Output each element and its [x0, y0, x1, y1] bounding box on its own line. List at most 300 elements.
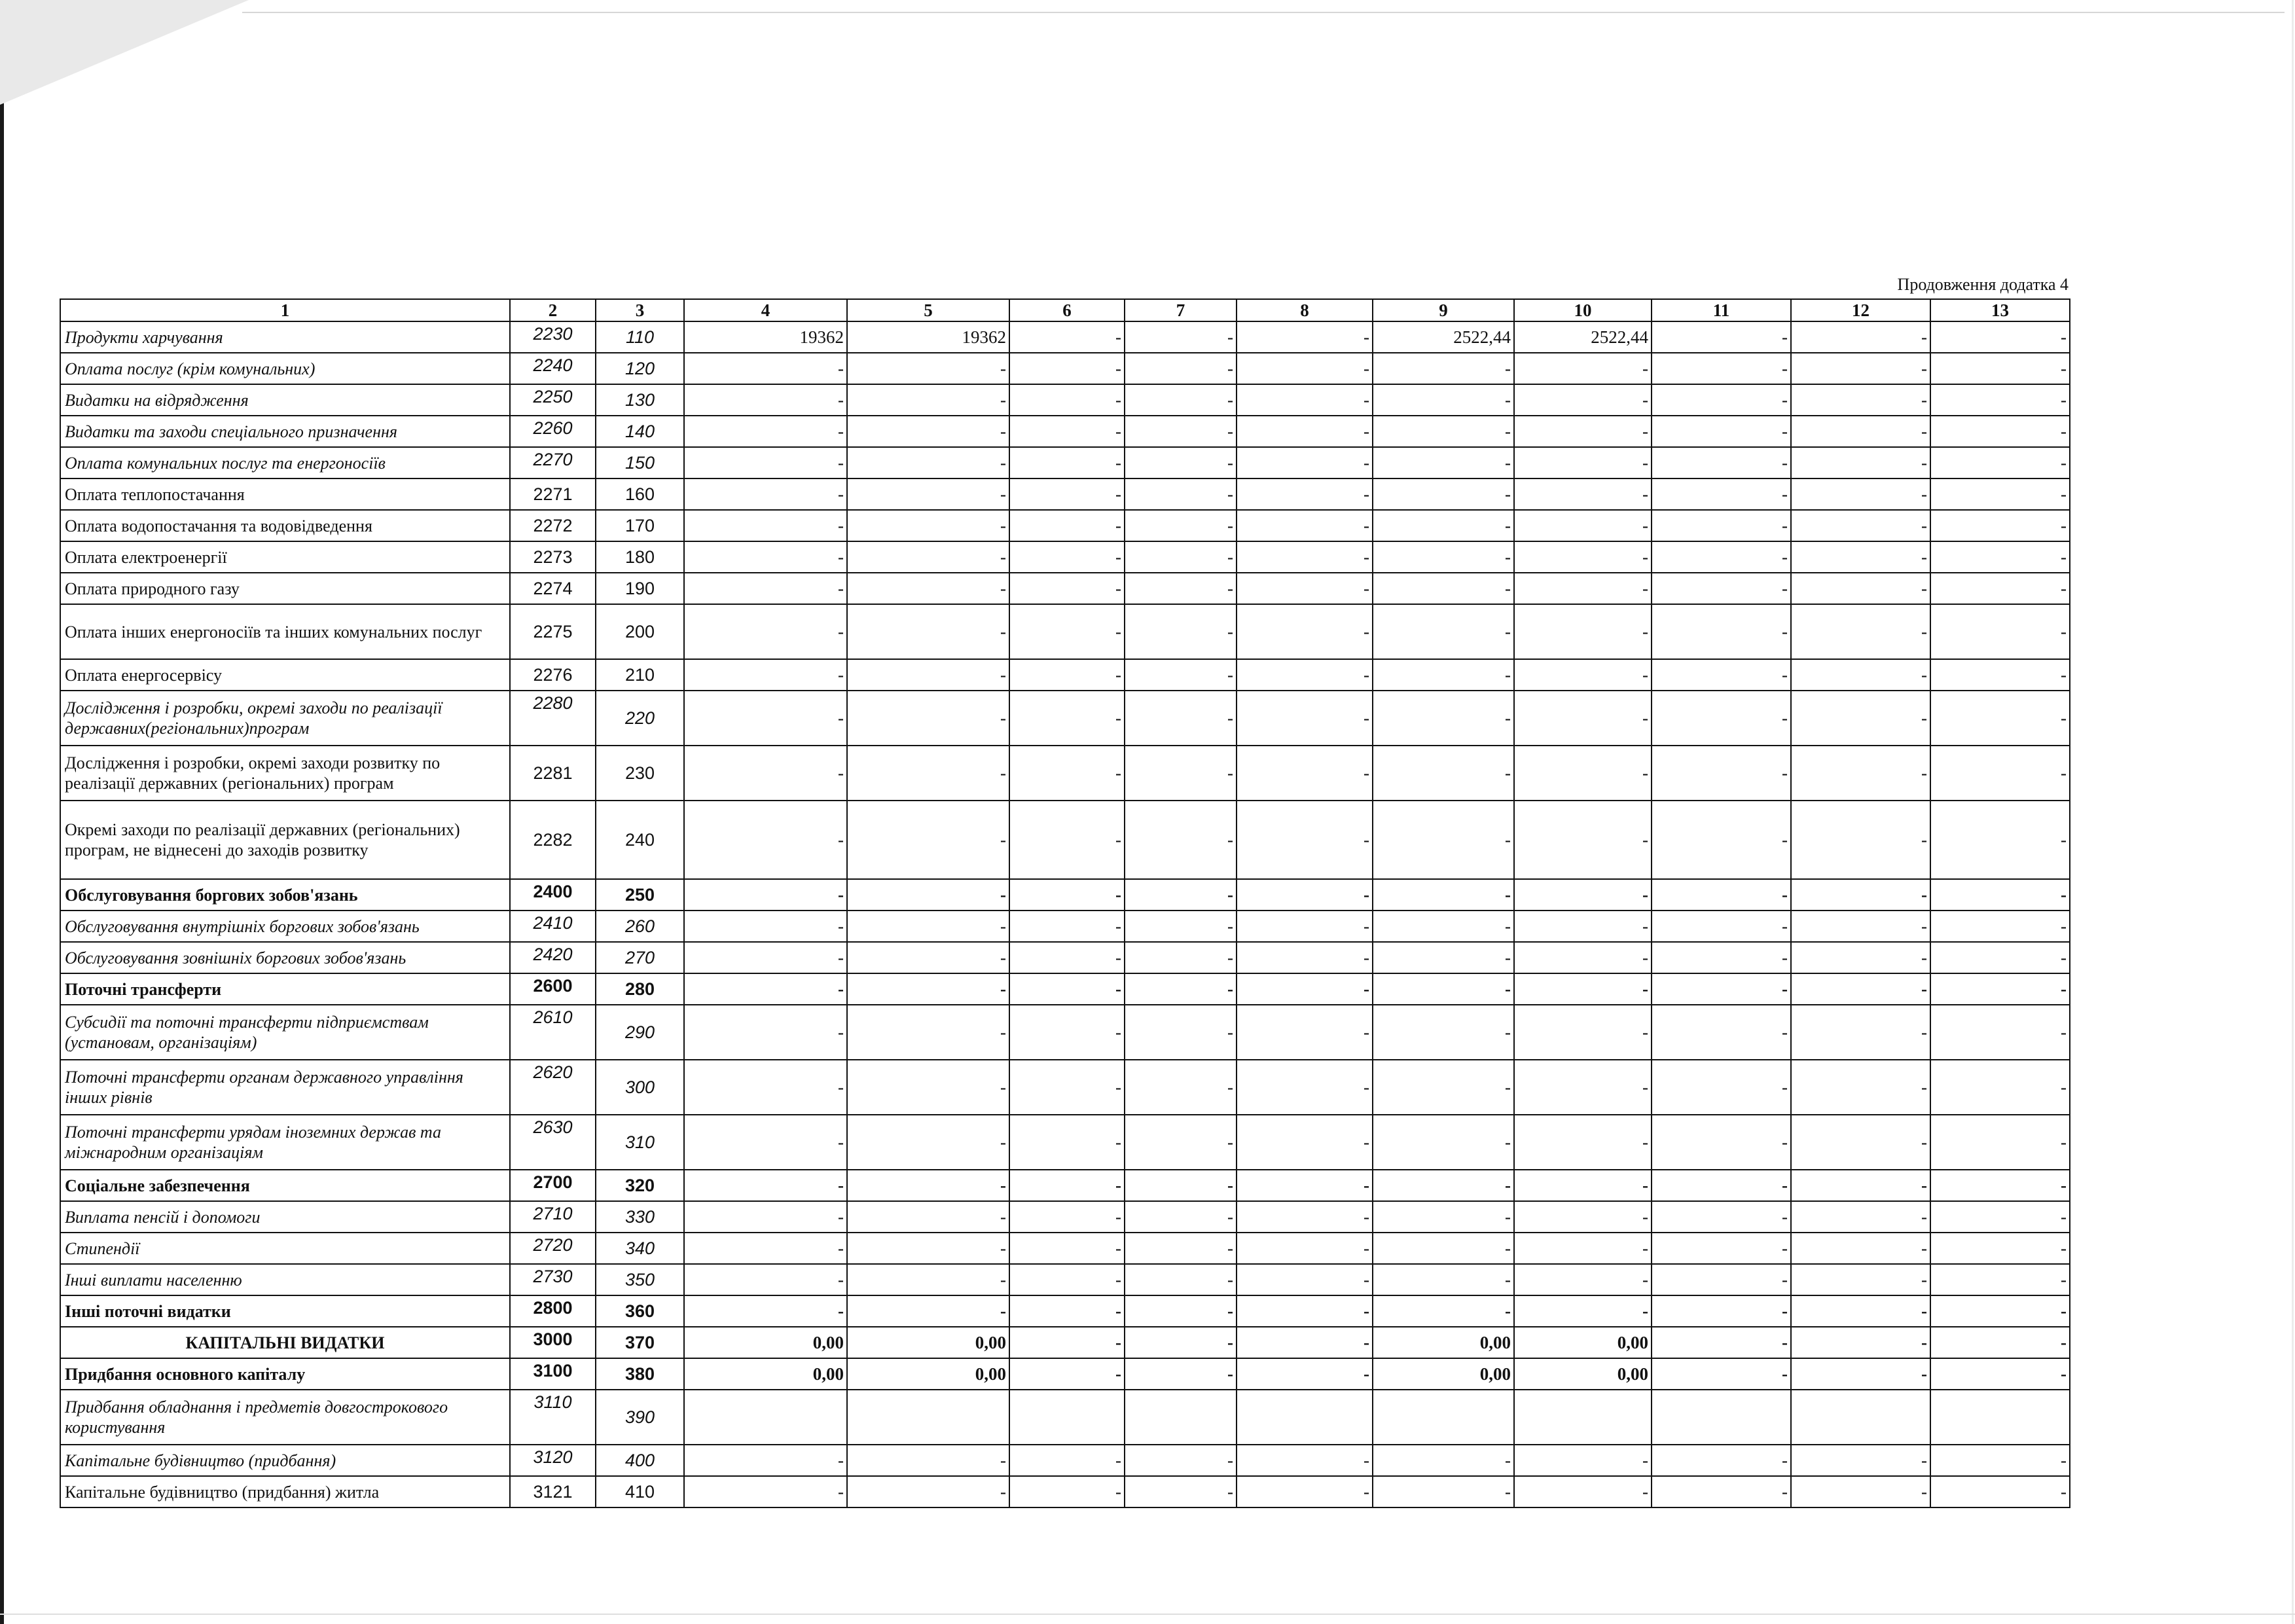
row-value-col-9: -	[1373, 478, 1514, 510]
row-value-col-6: -	[1009, 1476, 1125, 1507]
row-value-col-8: -	[1237, 384, 1373, 416]
row-kekv-code: 2275	[510, 604, 596, 659]
row-value-col-10: -	[1514, 691, 1652, 746]
row-value-col-12: -	[1791, 1476, 1930, 1507]
table-row	[60, 1005, 2070, 1060]
row-value-col-11	[1652, 1390, 1791, 1445]
row-value-col-13: -	[1930, 879, 2070, 911]
row-value-col-6: -	[1009, 1115, 1125, 1170]
row-kekv-code: 2730	[510, 1264, 596, 1295]
row-value-col-4: -	[684, 384, 847, 416]
row-value-col-8: -	[1237, 1005, 1373, 1060]
table-row	[60, 478, 2070, 510]
row-value-col-11: -	[1652, 1445, 1791, 1476]
row-value-col-6: -	[1009, 1264, 1125, 1295]
row-value-col-13: -	[1930, 353, 2070, 384]
row-line-code: 280	[596, 973, 684, 1005]
row-value-col-7: -	[1125, 353, 1237, 384]
row-name: Обслуговування внутрішніх боргових зобов'язань	[60, 911, 510, 942]
row-value-col-7: -	[1125, 321, 1237, 353]
row-value-col-13: -	[1930, 801, 2070, 879]
row-name: Оплата водопостачання та водовідведення	[60, 510, 510, 541]
row-line-code: 240	[596, 801, 684, 879]
row-value-col-6: -	[1009, 478, 1125, 510]
table-row	[60, 510, 2070, 541]
row-value-col-6: -	[1009, 1295, 1125, 1327]
row-kekv-code: 2250	[510, 384, 596, 416]
row-value-col-8: -	[1237, 416, 1373, 447]
row-kekv-code: 2271	[510, 478, 596, 510]
row-value-col-9: -	[1373, 1005, 1514, 1060]
row-value-col-7: -	[1125, 604, 1237, 659]
row-value-col-11: -	[1652, 879, 1791, 911]
column-header-13: 13	[1930, 299, 2070, 321]
row-value-col-13: -	[1930, 604, 2070, 659]
row-name: Оплата електроенергії	[60, 541, 510, 573]
row-value-col-13: -	[1930, 973, 2070, 1005]
row-value-col-4: -	[684, 416, 847, 447]
row-value-col-5: -	[847, 604, 1009, 659]
row-value-col-6	[1009, 1390, 1125, 1445]
row-value-col-7: -	[1125, 659, 1237, 691]
row-value-col-11: -	[1652, 1476, 1791, 1507]
row-value-col-11: -	[1652, 447, 1791, 478]
row-value-col-4: -	[684, 1170, 847, 1201]
row-line-code: 290	[596, 1005, 684, 1060]
row-value-col-6: -	[1009, 801, 1125, 879]
row-value-col-8: -	[1237, 510, 1373, 541]
row-value-col-4: -	[684, 691, 847, 746]
row-value-col-5: -	[847, 911, 1009, 942]
row-value-col-6: -	[1009, 1005, 1125, 1060]
row-value-col-10: -	[1514, 879, 1652, 911]
row-value-col-8: -	[1237, 1327, 1373, 1358]
table-row	[60, 1233, 2070, 1264]
row-line-code: 150	[596, 447, 684, 478]
row-value-col-6: -	[1009, 942, 1125, 973]
row-value-col-10: -	[1514, 1445, 1652, 1476]
row-value-col-11: -	[1652, 1358, 1791, 1390]
row-value-col-7: -	[1125, 1295, 1237, 1327]
row-value-col-6: -	[1009, 384, 1125, 416]
row-value-col-6: -	[1009, 1327, 1125, 1358]
table-row	[60, 659, 2070, 691]
row-value-col-13	[1930, 1390, 2070, 1445]
row-kekv-code: 2630	[510, 1115, 596, 1170]
row-value-col-5: -	[847, 1295, 1009, 1327]
row-value-col-12: -	[1791, 1327, 1930, 1358]
row-line-code: 330	[596, 1201, 684, 1233]
row-name: Придбання обладнання і предметів довгострокового користування	[60, 1390, 510, 1445]
row-value-col-4: 19362	[684, 321, 847, 353]
row-value-col-4: -	[684, 1233, 847, 1264]
column-header-8: 8	[1237, 299, 1373, 321]
row-value-col-9: -	[1373, 353, 1514, 384]
row-value-col-10: -	[1514, 604, 1652, 659]
row-value-col-4: -	[684, 1445, 847, 1476]
row-value-col-12: -	[1791, 1295, 1930, 1327]
table-row	[60, 1170, 2070, 1201]
row-value-col-4: -	[684, 1201, 847, 1233]
row-kekv-code: 2240	[510, 353, 596, 384]
column-header-1: 1	[60, 299, 510, 321]
row-value-col-13: -	[1930, 1115, 2070, 1170]
row-value-col-8	[1237, 1390, 1373, 1445]
row-value-col-13: -	[1930, 659, 2070, 691]
row-value-col-12: -	[1791, 879, 1930, 911]
row-value-col-9: 0,00	[1373, 1358, 1514, 1390]
row-value-col-4: 0,00	[684, 1327, 847, 1358]
table-row	[60, 973, 2070, 1005]
row-value-col-11: -	[1652, 659, 1791, 691]
row-value-col-12: -	[1791, 416, 1930, 447]
row-value-col-11: -	[1652, 911, 1791, 942]
row-value-col-8: -	[1237, 1201, 1373, 1233]
row-value-col-9: -	[1373, 973, 1514, 1005]
row-value-col-7: -	[1125, 541, 1237, 573]
row-value-col-4: -	[684, 447, 847, 478]
column-header-12: 12	[1791, 299, 1930, 321]
row-value-col-5: -	[847, 478, 1009, 510]
row-value-col-5: -	[847, 973, 1009, 1005]
row-value-col-8: -	[1237, 1233, 1373, 1264]
row-value-col-4: -	[684, 879, 847, 911]
row-kekv-code: 2281	[510, 746, 596, 801]
row-value-col-12: -	[1791, 1445, 1930, 1476]
row-value-col-13: -	[1930, 416, 2070, 447]
row-value-col-11: -	[1652, 416, 1791, 447]
row-value-col-11: -	[1652, 691, 1791, 746]
row-value-col-6: -	[1009, 746, 1125, 801]
row-value-col-9: -	[1373, 1201, 1514, 1233]
row-name: Окремі заходи по реалізації державних (регіональних) програм, не віднесені до заходів розвитку	[60, 801, 510, 879]
row-value-col-8: -	[1237, 353, 1373, 384]
table-row	[60, 1201, 2070, 1233]
row-value-col-12: -	[1791, 1264, 1930, 1295]
row-value-col-13: -	[1930, 1445, 2070, 1476]
row-value-col-4: -	[684, 604, 847, 659]
row-value-col-7: -	[1125, 801, 1237, 879]
row-value-col-11: -	[1652, 801, 1791, 879]
row-value-col-13: -	[1930, 510, 2070, 541]
row-value-col-4: -	[684, 746, 847, 801]
row-value-col-8: -	[1237, 573, 1373, 604]
row-value-col-10: -	[1514, 659, 1652, 691]
row-name: Стипендії	[60, 1233, 510, 1264]
row-value-col-6: -	[1009, 541, 1125, 573]
row-value-col-13: -	[1930, 321, 2070, 353]
row-value-col-7: -	[1125, 1264, 1237, 1295]
row-value-col-12: -	[1791, 1170, 1930, 1201]
row-line-code: 120	[596, 353, 684, 384]
row-value-col-5: 0,00	[847, 1358, 1009, 1390]
row-value-col-9: 2522,44	[1373, 321, 1514, 353]
row-name: Виплата пенсій і допомоги	[60, 1201, 510, 1233]
row-value-col-4: -	[684, 911, 847, 942]
row-value-col-8: -	[1237, 478, 1373, 510]
row-value-col-6: -	[1009, 691, 1125, 746]
row-value-col-11: -	[1652, 1060, 1791, 1115]
row-value-col-8: -	[1237, 801, 1373, 879]
row-value-col-7: -	[1125, 1358, 1237, 1390]
row-value-col-5: -	[847, 1170, 1009, 1201]
row-value-col-7: -	[1125, 478, 1237, 510]
row-value-col-9: -	[1373, 659, 1514, 691]
row-value-col-5: -	[847, 384, 1009, 416]
row-line-code: 230	[596, 746, 684, 801]
row-value-col-4	[684, 1390, 847, 1445]
row-value-col-11: -	[1652, 1005, 1791, 1060]
row-value-col-13: -	[1930, 573, 2070, 604]
scan-right-edge	[2292, 0, 2294, 1624]
row-value-col-6: -	[1009, 510, 1125, 541]
row-value-col-6: -	[1009, 973, 1125, 1005]
row-kekv-code: 2273	[510, 541, 596, 573]
row-value-col-7: -	[1125, 1115, 1237, 1170]
row-value-col-4: -	[684, 1060, 847, 1115]
row-value-col-8: -	[1237, 541, 1373, 573]
row-value-col-6: -	[1009, 1445, 1125, 1476]
row-value-col-12: -	[1791, 942, 1930, 973]
row-value-col-4: -	[684, 1264, 847, 1295]
row-kekv-code: 2230	[510, 321, 596, 353]
row-value-col-10: -	[1514, 510, 1652, 541]
table-row	[60, 604, 2070, 659]
row-value-col-9: -	[1373, 801, 1514, 879]
row-value-col-12: -	[1791, 478, 1930, 510]
column-header-5: 5	[847, 299, 1009, 321]
row-value-col-8: -	[1237, 911, 1373, 942]
row-kekv-code: 2620	[510, 1060, 596, 1115]
column-header-4: 4	[684, 299, 847, 321]
row-name: Обслуговування зовнішніх боргових зобов'язань	[60, 942, 510, 973]
row-value-col-12: -	[1791, 1060, 1930, 1115]
row-value-col-12: -	[1791, 691, 1930, 746]
row-kekv-code: 2600	[510, 973, 596, 1005]
row-value-col-10: -	[1514, 1295, 1652, 1327]
row-value-col-8: -	[1237, 1358, 1373, 1390]
row-name: Продукти харчування	[60, 321, 510, 353]
row-value-col-11: -	[1652, 604, 1791, 659]
row-value-col-13: -	[1930, 541, 2070, 573]
column-header-3: 3	[596, 299, 684, 321]
row-value-col-7: -	[1125, 510, 1237, 541]
row-value-col-13: -	[1930, 447, 2070, 478]
row-kekv-code: 2276	[510, 659, 596, 691]
row-value-col-10: -	[1514, 746, 1652, 801]
continuation-note: Продовження додатка 4	[1897, 275, 2069, 294]
row-value-col-8: -	[1237, 691, 1373, 746]
row-value-col-11: -	[1652, 1201, 1791, 1233]
row-line-code: 400	[596, 1445, 684, 1476]
row-kekv-code: 3110	[510, 1390, 596, 1445]
row-value-col-11: -	[1652, 478, 1791, 510]
row-value-col-4: -	[684, 659, 847, 691]
row-value-col-12: -	[1791, 801, 1930, 879]
table-row	[60, 384, 2070, 416]
row-value-col-11: -	[1652, 942, 1791, 973]
row-value-col-13: -	[1930, 384, 2070, 416]
row-line-code: 390	[596, 1390, 684, 1445]
row-value-col-11: -	[1652, 541, 1791, 573]
row-name: Видатки на відрядження	[60, 384, 510, 416]
row-kekv-code: 3120	[510, 1445, 596, 1476]
row-value-col-13: -	[1930, 1060, 2070, 1115]
row-value-col-13: -	[1930, 942, 2070, 973]
row-value-col-12: -	[1791, 1115, 1930, 1170]
row-kekv-code: 3000	[510, 1327, 596, 1358]
row-line-code: 350	[596, 1264, 684, 1295]
row-value-col-13: -	[1930, 1295, 2070, 1327]
row-value-col-6: -	[1009, 1233, 1125, 1264]
row-value-col-5: -	[847, 659, 1009, 691]
row-kekv-code: 3121	[510, 1476, 596, 1507]
row-kekv-code: 3100	[510, 1358, 596, 1390]
row-value-col-5: 19362	[847, 321, 1009, 353]
row-value-col-9: -	[1373, 691, 1514, 746]
row-value-col-4: -	[684, 1295, 847, 1327]
row-value-col-12: -	[1791, 911, 1930, 942]
row-value-col-13: -	[1930, 1327, 2070, 1358]
table-row	[60, 691, 2070, 746]
row-value-col-12: -	[1791, 573, 1930, 604]
row-name: Інші поточні видатки	[60, 1295, 510, 1327]
row-name: Поточні трансферти урядам іноземних держав та міжнародним організаціям	[60, 1115, 510, 1170]
scan-bottom-edge	[0, 1614, 2295, 1615]
row-value-col-13: -	[1930, 746, 2070, 801]
row-name: КАПІТАЛЬНІ ВИДАТКИ	[60, 1327, 510, 1358]
row-value-col-9: -	[1373, 1476, 1514, 1507]
row-value-col-5	[847, 1390, 1009, 1445]
row-value-col-11: -	[1652, 1115, 1791, 1170]
row-line-code: 160	[596, 478, 684, 510]
row-value-col-5: -	[847, 1233, 1009, 1264]
row-value-col-11: -	[1652, 1327, 1791, 1358]
row-value-col-8: -	[1237, 1445, 1373, 1476]
row-value-col-8: -	[1237, 879, 1373, 911]
row-value-col-7: -	[1125, 1005, 1237, 1060]
row-value-col-9: -	[1373, 1060, 1514, 1115]
row-value-col-5: -	[847, 942, 1009, 973]
row-value-col-4: -	[684, 801, 847, 879]
row-name: Оплата теплопостачання	[60, 478, 510, 510]
row-value-col-10: -	[1514, 1201, 1652, 1233]
row-value-col-6: -	[1009, 416, 1125, 447]
row-value-col-13: -	[1930, 1233, 2070, 1264]
table-row	[60, 801, 2070, 879]
table-row	[60, 879, 2070, 911]
row-value-col-8: -	[1237, 604, 1373, 659]
row-kekv-code: 2700	[510, 1170, 596, 1201]
row-value-col-10: -	[1514, 573, 1652, 604]
row-value-col-10: -	[1514, 1233, 1652, 1264]
row-value-col-7: -	[1125, 1060, 1237, 1115]
row-value-col-6: -	[1009, 447, 1125, 478]
row-line-code: 410	[596, 1476, 684, 1507]
row-value-col-12: -	[1791, 659, 1930, 691]
row-line-code: 180	[596, 541, 684, 573]
column-number-header-row	[60, 299, 2070, 321]
row-value-col-9: 0,00	[1373, 1327, 1514, 1358]
row-kekv-code: 2410	[510, 911, 596, 942]
row-value-col-10: -	[1514, 1005, 1652, 1060]
column-header-11: 11	[1652, 299, 1791, 321]
row-value-col-5: -	[847, 1005, 1009, 1060]
row-value-col-8: -	[1237, 659, 1373, 691]
table-row	[60, 353, 2070, 384]
row-value-col-7: -	[1125, 384, 1237, 416]
row-value-col-8: -	[1237, 447, 1373, 478]
row-name: Дослідження і розробки, окремі заходи розвитку по реалізації державних (регіональних) програм	[60, 746, 510, 801]
row-name: Капітальне будівництво (придбання)	[60, 1445, 510, 1476]
row-value-col-5: -	[847, 1060, 1009, 1115]
row-value-col-9: -	[1373, 541, 1514, 573]
table-row	[60, 573, 2070, 604]
row-line-code: 260	[596, 911, 684, 942]
row-value-col-10: -	[1514, 1264, 1652, 1295]
row-value-col-7: -	[1125, 1170, 1237, 1201]
row-value-col-9: -	[1373, 1295, 1514, 1327]
table-row	[60, 746, 2070, 801]
row-value-col-12: -	[1791, 384, 1930, 416]
row-value-col-9: -	[1373, 911, 1514, 942]
row-line-code: 340	[596, 1233, 684, 1264]
row-name: Субсидії та поточні трансферти підприємствам (установам, організаціям)	[60, 1005, 510, 1060]
row-value-col-9: -	[1373, 1445, 1514, 1476]
row-value-col-12: -	[1791, 353, 1930, 384]
row-value-col-7: -	[1125, 879, 1237, 911]
row-value-col-12: -	[1791, 1005, 1930, 1060]
row-value-col-13: -	[1930, 691, 2070, 746]
row-value-col-12: -	[1791, 746, 1930, 801]
table-row	[60, 1390, 2070, 1445]
row-value-col-10: -	[1514, 942, 1652, 973]
row-value-col-13: -	[1930, 1358, 2070, 1390]
row-value-col-6: -	[1009, 911, 1125, 942]
row-value-col-7: -	[1125, 1201, 1237, 1233]
row-name: Дослідження і розробки, окремі заходи по реалізації державних(регіональних)програм	[60, 691, 510, 746]
row-line-code: 250	[596, 879, 684, 911]
row-kekv-code: 2610	[510, 1005, 596, 1060]
row-value-col-13: -	[1930, 1476, 2070, 1507]
column-header-2: 2	[510, 299, 596, 321]
row-value-col-11: -	[1652, 1170, 1791, 1201]
row-line-code: 130	[596, 384, 684, 416]
column-header-6: 6	[1009, 299, 1125, 321]
row-value-col-8: -	[1237, 1115, 1373, 1170]
row-name: Оплата природного газу	[60, 573, 510, 604]
row-line-code: 170	[596, 510, 684, 541]
table-row	[60, 1264, 2070, 1295]
row-value-col-11: -	[1652, 321, 1791, 353]
row-value-col-8: -	[1237, 746, 1373, 801]
row-line-code: 310	[596, 1115, 684, 1170]
row-value-col-4: -	[684, 942, 847, 973]
row-value-col-10: -	[1514, 1170, 1652, 1201]
row-value-col-9: -	[1373, 942, 1514, 973]
row-value-col-10: 0,00	[1514, 1327, 1652, 1358]
row-value-col-8: -	[1237, 973, 1373, 1005]
row-value-col-10: -	[1514, 478, 1652, 510]
row-value-col-13: -	[1930, 1005, 2070, 1060]
row-value-col-9: -	[1373, 879, 1514, 911]
row-value-col-9: -	[1373, 604, 1514, 659]
row-value-col-5: -	[847, 691, 1009, 746]
row-value-col-5: 0,00	[847, 1327, 1009, 1358]
row-value-col-5: -	[847, 801, 1009, 879]
row-value-col-5: -	[847, 541, 1009, 573]
row-value-col-12: -	[1791, 973, 1930, 1005]
